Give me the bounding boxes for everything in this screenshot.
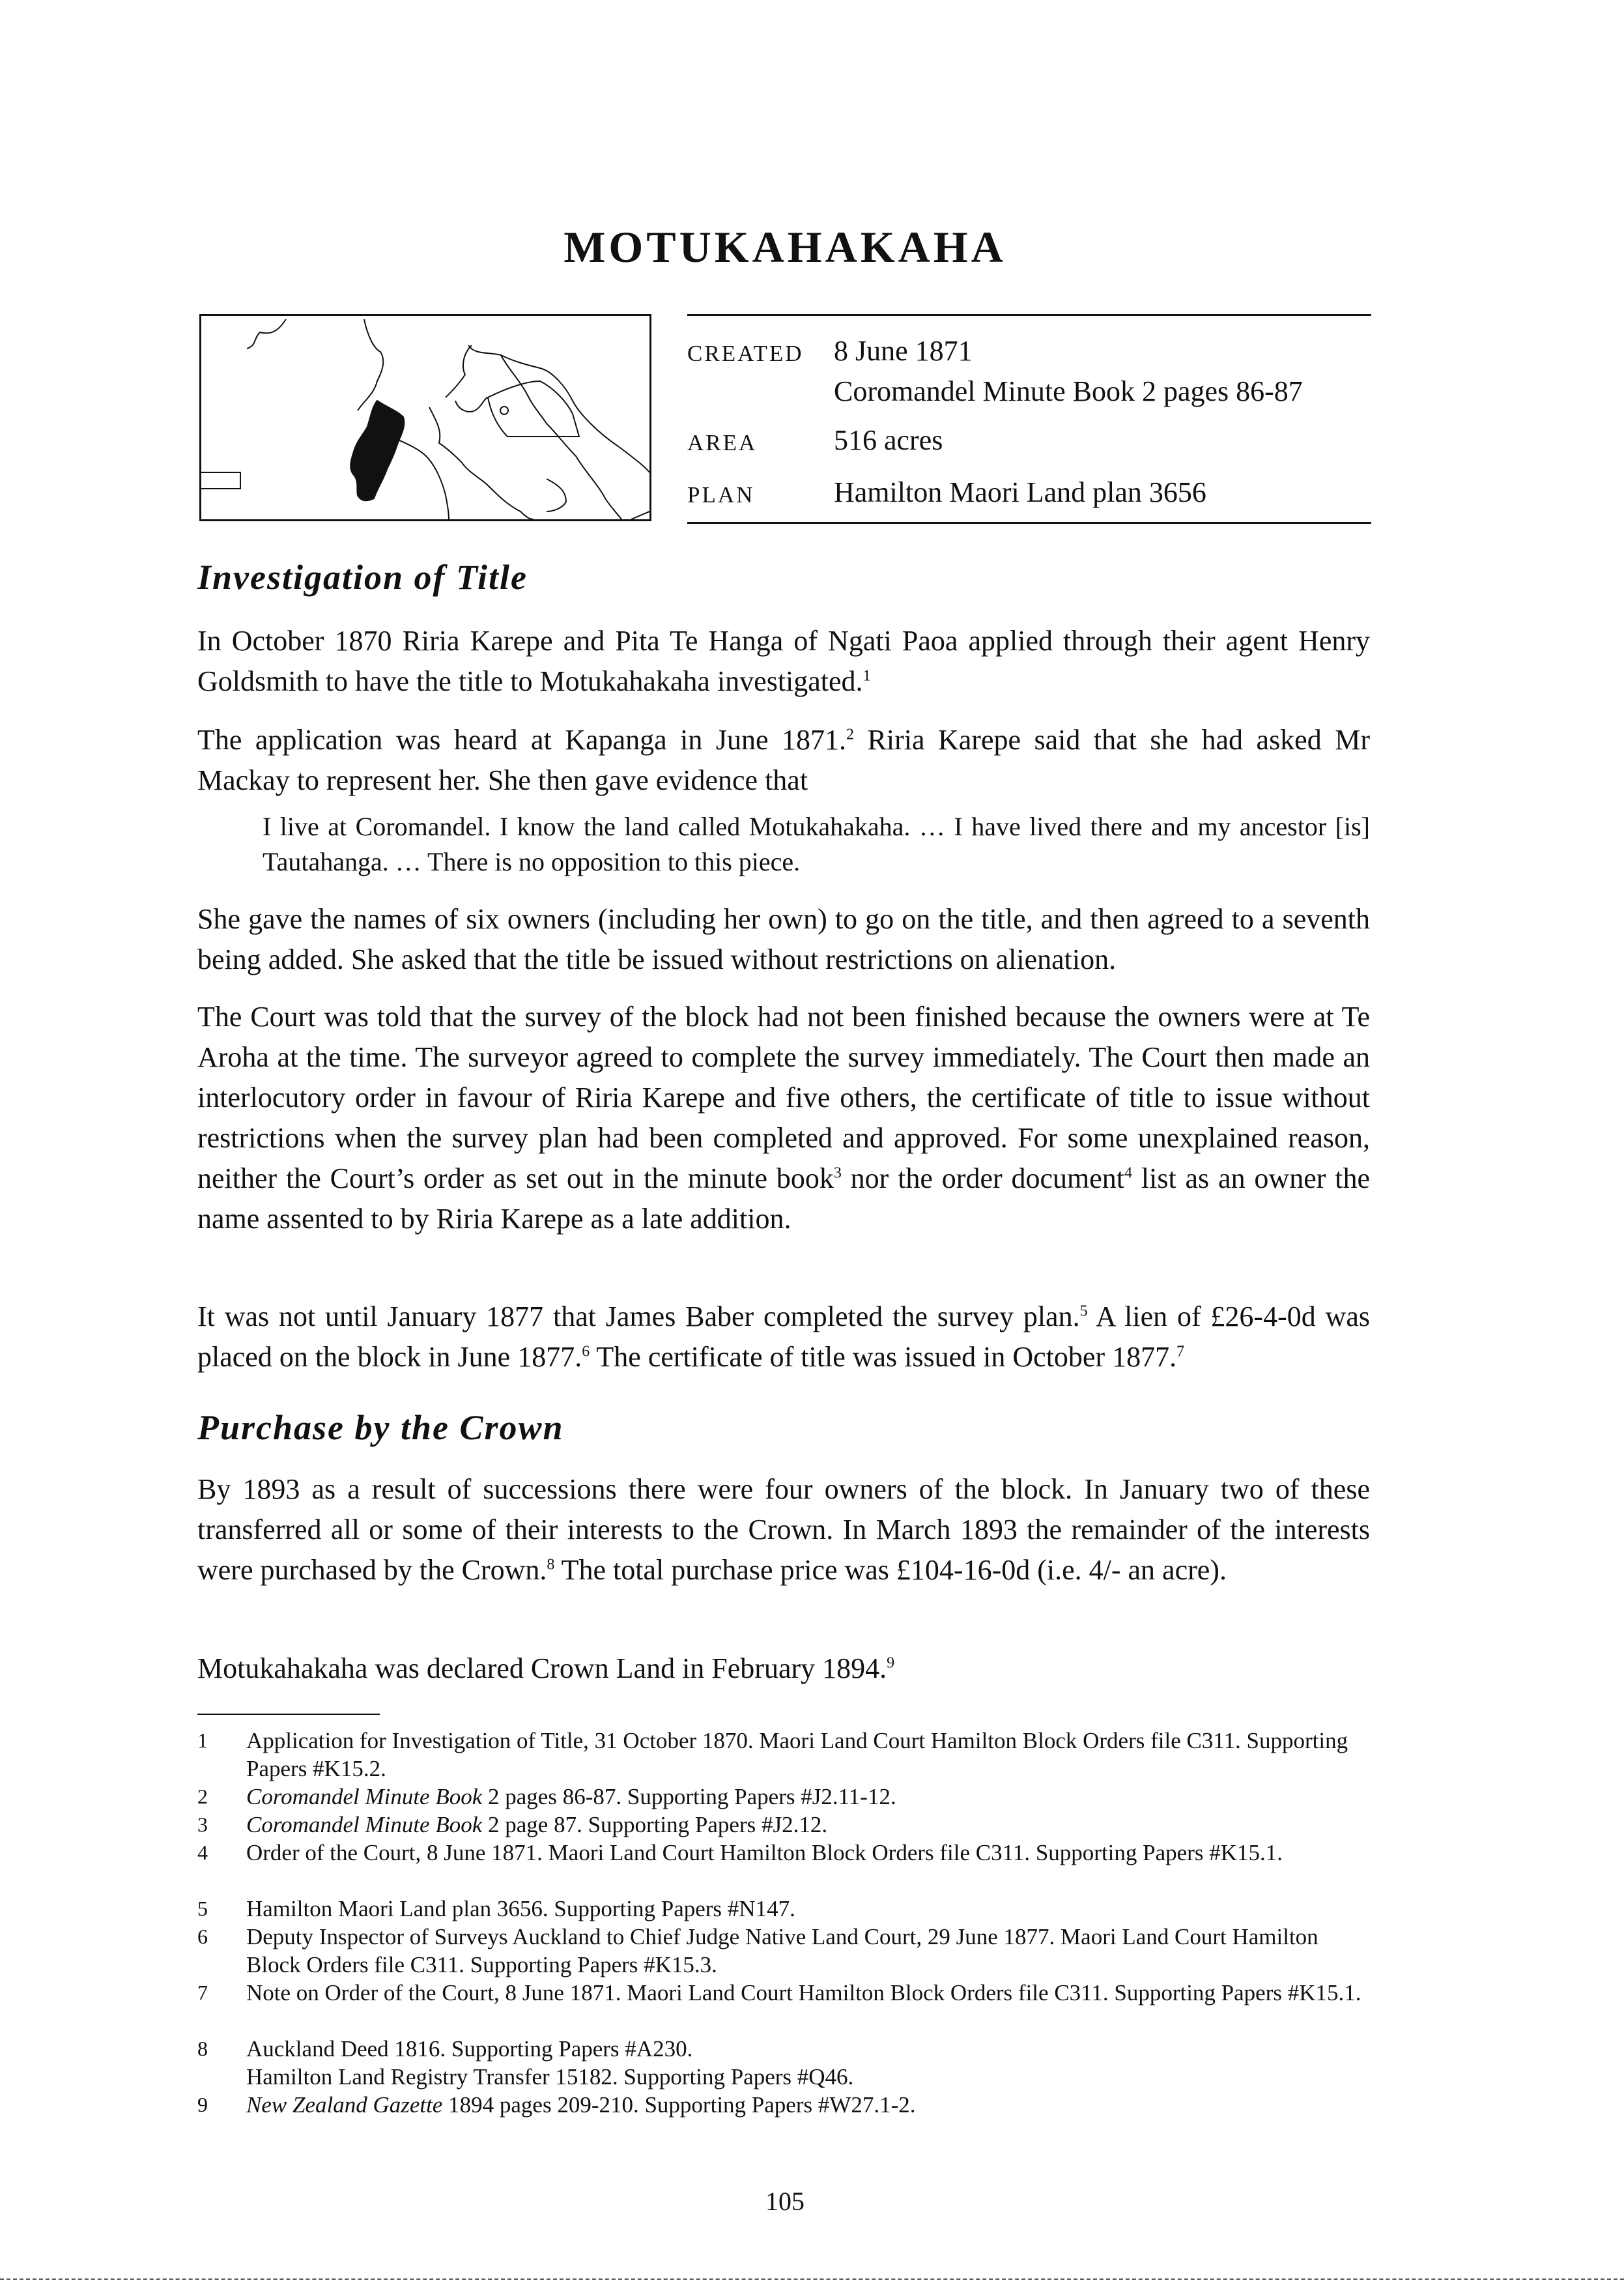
- evidence-quote: I live at Coromandel. I know the land called Motukahakaha. … I have lived there and my ancestor [is] Tautahanga. … There is no opposition to this piece.: [263, 812, 1370, 876]
- paragraph-text: nor the order document: [841, 1162, 1125, 1194]
- footnote-italic-title: Coromandel Minute Book: [246, 1812, 483, 1837]
- paragraph-text: By 1893 as a result of successions there were four owners of the block. In January two of these transferred all or some of their interests to the Crown. In March 1893 the remainder of the interests were purchased by the Crown.: [197, 1473, 1370, 1586]
- section-heading-investigation: Investigation of Title: [197, 558, 528, 597]
- footnote-text: Order of the Court, 8 June 1871. Maori Land Court Hamilton Block Orders file C311. Supporting Papers #K15.1.: [246, 1840, 1283, 1865]
- paragraph-text: The Court was told that the survey of the block had not been finished because the owners were at Te Aroha at the time. The surveyor agreed to complete the survey immediately. The Court then made an interlocutory order in favour of Riria Karepe and five others, the certificate of title to issue without restrictions when the survey plan had been completed and approved. For some unexplained reason, neither the Court’s order as set out in the minute book: [197, 1001, 1370, 1194]
- map-drawing: [201, 316, 649, 519]
- paragraph-text: A lien of £26-4-0d was placed on the block in June 1877.: [197, 1301, 1370, 1373]
- footnote-detail: 2 page 87. Supporting Papers #J2.12.: [482, 1812, 828, 1837]
- footnote-text-continued: Hamilton Land Registry Transfer 15182. Supporting Papers #Q46.: [246, 2064, 854, 2090]
- created-label: CREATED: [687, 341, 804, 366]
- footnote-text: Hamilton Maori Land plan 3656. Supporting Papers #N147.: [246, 1896, 795, 1921]
- paragraph-text: The total purchase price was £104-16-0d (i.e. 4/- an acre).: [554, 1554, 1227, 1586]
- footnote-number: 3: [197, 1813, 208, 1836]
- footnote-ref: 5: [1079, 1302, 1088, 1320]
- footnote-text: Auckland Deed 1816. Supporting Papers #A230.: [246, 2036, 693, 2062]
- paragraph-application: [197, 621, 1370, 702]
- plan-label: PLAN: [687, 482, 755, 508]
- footnote-number: 8: [197, 2037, 208, 2060]
- block-details-table: [687, 314, 1371, 524]
- area-label: AREA: [687, 430, 758, 455]
- paragraph-court-order: [197, 997, 1370, 1239]
- footnote-ref: 4: [1124, 1164, 1133, 1182]
- footnote-number: 1: [197, 1729, 208, 1752]
- footnote-ref: 9: [887, 1654, 895, 1672]
- paragraph-crown-land: [197, 1648, 1370, 1689]
- footnote-ref: 8: [547, 1556, 555, 1574]
- footnote-number: 7: [197, 1981, 208, 2004]
- footnote-detail: 1894 pages 209-210. Supporting Papers #W27.1-2.: [442, 2092, 916, 2118]
- paragraph-purchase: [197, 1469, 1370, 1590]
- footnote-ref: 6: [582, 1343, 590, 1360]
- highlighted-block: [350, 401, 404, 500]
- paragraph-text: In October 1870 Riria Karepe and Pita Te Hanga of Ngati Paoa applied through their agent Henry Goldsmith to have the title to Motukahakaha investigated.: [197, 625, 1370, 697]
- footnote-ref: 2: [846, 726, 855, 743]
- footnote-italic-title: New Zealand Gazette: [246, 2092, 443, 2118]
- paragraph-owners: She gave the names of six owners (including her own) to go on the title, and then agreed to a seventh being added. She asked that the title be issued without restrictions on alienation.: [197, 903, 1370, 975]
- footnote-text: [246, 1783, 1367, 1811]
- paragraph-text: The application was heard at Kapanga in June 1871.: [197, 724, 847, 756]
- footnote-detail: 2 pages 86-87. Supporting Papers #J2.11-12.: [482, 1784, 896, 1809]
- footnote-divider: [197, 1714, 380, 1715]
- paragraph-text: It was not until January 1877 that James Baber completed the survey plan.: [197, 1301, 1080, 1332]
- footnote-number: 9: [197, 2093, 208, 2116]
- created-source: Coromandel Minute Book 2 pages 86-87: [834, 375, 1303, 407]
- plan-value: Hamilton Maori Land plan 3656: [834, 476, 1206, 508]
- scan-edge-line: [0, 2278, 1624, 2280]
- paragraph-survey: [197, 1297, 1370, 1377]
- area-value: 516 acres: [834, 424, 943, 456]
- footnote-number: 4: [197, 1841, 208, 1864]
- footnote-text: Application for Investigation of Title, 31 October 1870. Maori Land Court Hamilton Block Orders file C311. Supporting Papers #K15.2.: [246, 1728, 1348, 1781]
- footnotes: [197, 1727, 1370, 2144]
- section-heading-purchase: Purchase by the Crown: [197, 1408, 564, 1447]
- footnote-text: [246, 2091, 1367, 2119]
- footnote-number: 5: [197, 1897, 208, 1920]
- paragraph-text: Riria Karepe said that she had asked Mr Mackay to represent her. She then gave evidence that: [197, 724, 1370, 796]
- paragraph-text: list as an owner the name assented to by Riria Karepe as a late addition.: [197, 1162, 1370, 1235]
- footnote-text: Note on Order of the Court, 8 June 1871. Maori Land Court Hamilton Block Orders file C311. Supporting Papers #K15.1.: [246, 1980, 1361, 2005]
- footnote-text: [246, 1811, 1367, 1839]
- footnote-ref: 1: [862, 667, 871, 685]
- page-number: 105: [765, 2187, 805, 2216]
- paragraph-text: Motukahakaha was declared Crown Land in February 1894.: [197, 1652, 887, 1684]
- footnote-number: 6: [197, 1925, 208, 1948]
- location-map: [199, 314, 651, 521]
- footnote-number: 2: [197, 1785, 208, 1808]
- footnote-ref: 3: [833, 1164, 842, 1182]
- footnote-ref: 7: [1176, 1343, 1185, 1360]
- page-title: MOTUKAHAKAHA: [563, 222, 1006, 272]
- paragraph-text: The certificate of title was issued in October 1877.: [590, 1341, 1177, 1373]
- coast-line-north: [247, 319, 286, 349]
- created-date: 8 June 1871: [834, 335, 973, 367]
- footnote-italic-title: Coromandel Minute Book: [246, 1784, 483, 1809]
- paragraph-hearing: [197, 720, 1370, 801]
- footnote-text: Deputy Inspector of Surveys Auckland to Chief Judge Native Land Court, 29 June 1877. Maori Land Court Hamilton Block Orders file C311. Supporting Papers #K15.3.: [246, 1924, 1318, 1977]
